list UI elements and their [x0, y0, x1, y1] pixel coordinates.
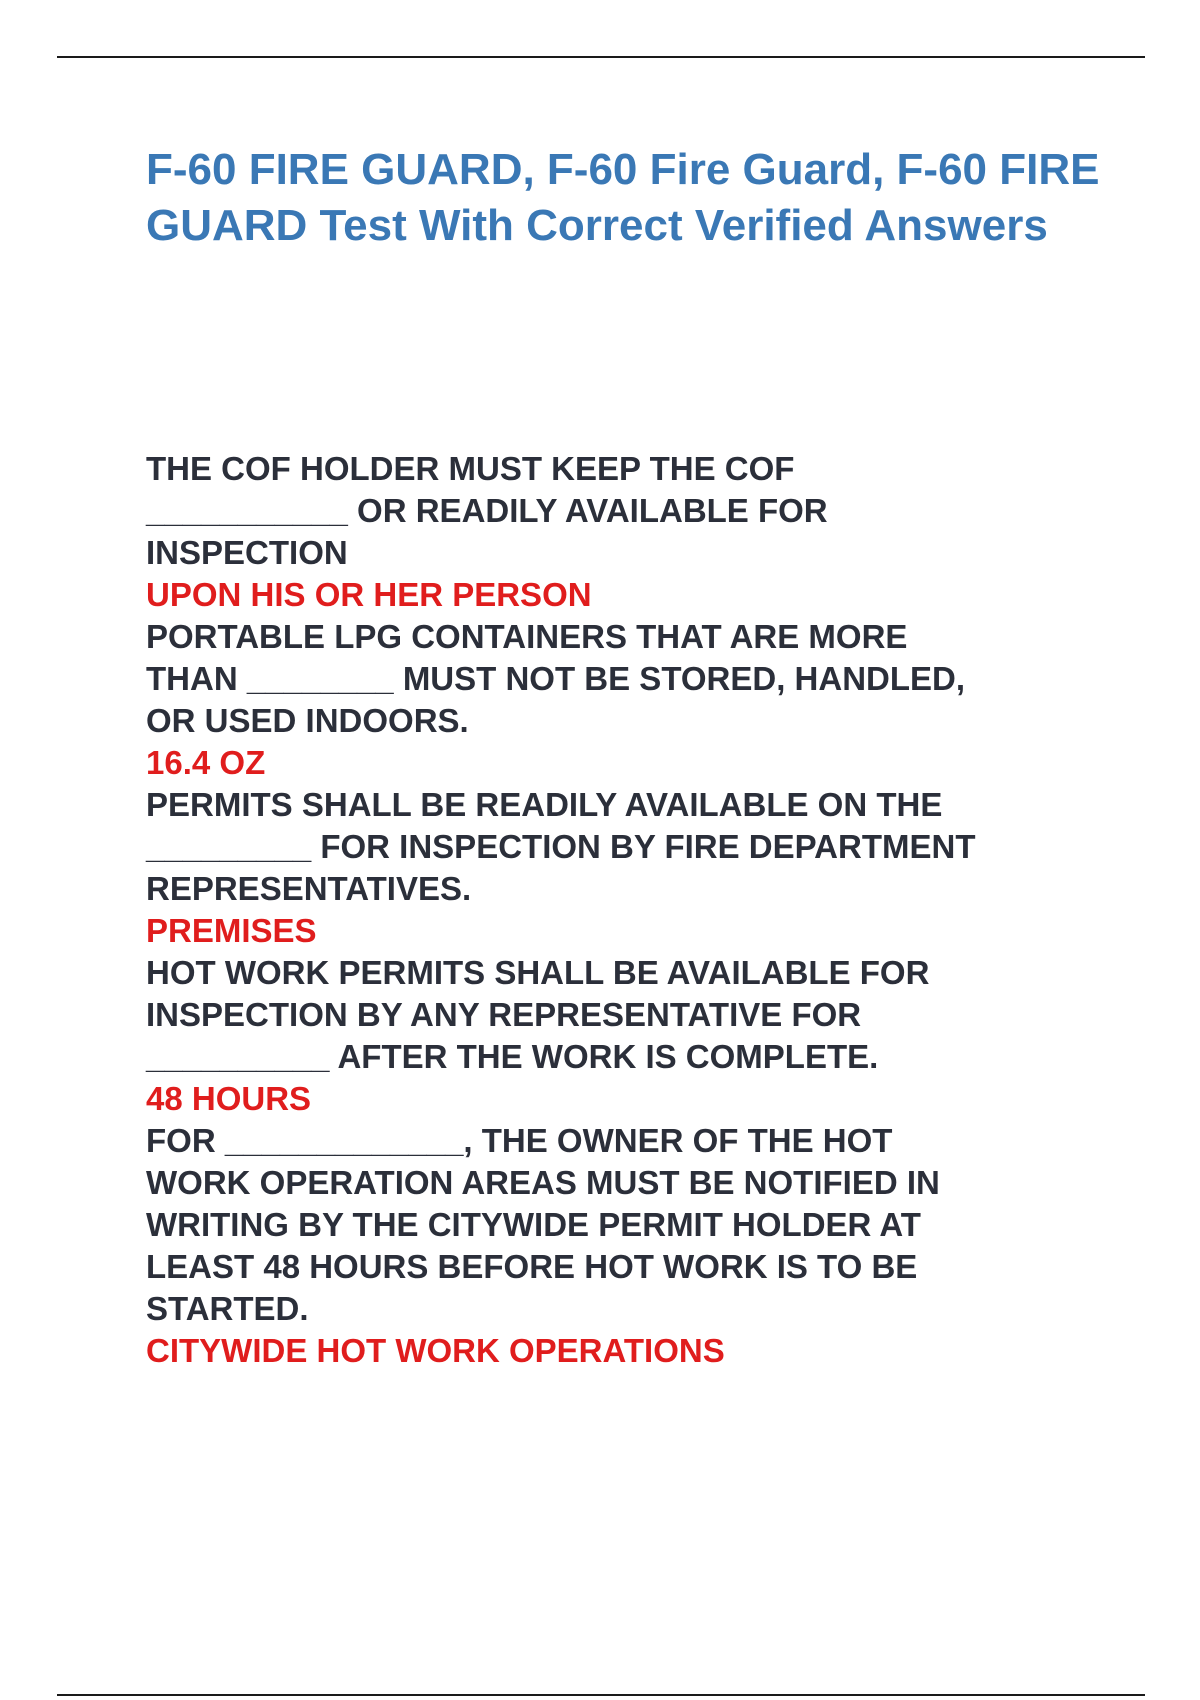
qa-item: [146, 1120, 1086, 1372]
question-text: THE COF HOLDER MUST KEEP THE COF ___________ OR READILY AVAILABLE FOR INSPECTION: [146, 450, 828, 571]
answer-text: 48 HOURS: [146, 1080, 312, 1117]
question-text: PERMITS SHALL BE READILY AVAILABLE ON THE _________ FOR INSPECTION BY FIRE DEPARTMENT REPRESENTATIVES.: [146, 786, 976, 907]
question-text: HOT WORK PERMITS SHALL BE AVAILABLE FOR INSPECTION BY ANY REPRESENTATIVE FOR __________ AFTER THE WORK IS COMPLETE.: [146, 954, 930, 1075]
answer-text: PREMISES: [146, 912, 317, 949]
answer-text: CITYWIDE HOT WORK OPERATIONS: [146, 1332, 725, 1369]
document-title: F-60 FIRE GUARD, F-60 Fire Guard, F-60 FIRE GUARD Test With Correct Verified Answers: [146, 145, 1100, 250]
qa-item: [146, 448, 1086, 616]
bottom-divider: [57, 1694, 1145, 1696]
qa-item: [146, 784, 1086, 952]
question-answer-list: [146, 448, 1086, 1372]
answer-text: 16.4 OZ: [146, 744, 266, 781]
question-text: FOR _____________, THE OWNER OF THE HOT WORK OPERATION AREAS MUST BE NOTIFIED IN WRITING BY THE CITYWIDE PERMIT HOLDER AT LEAST 48 HOURS BEFORE HOT WORK IS TO BE STARTED.: [146, 1122, 940, 1327]
answer-text: UPON HIS OR HER PERSON: [146, 576, 592, 613]
question-text: PORTABLE LPG CONTAINERS THAT ARE MORE THAN ________ MUST NOT BE STORED, HANDLED, OR USED INDOORS.: [146, 618, 966, 739]
top-divider: [57, 56, 1145, 58]
qa-item: [146, 952, 1086, 1120]
qa-item: [146, 616, 1086, 784]
